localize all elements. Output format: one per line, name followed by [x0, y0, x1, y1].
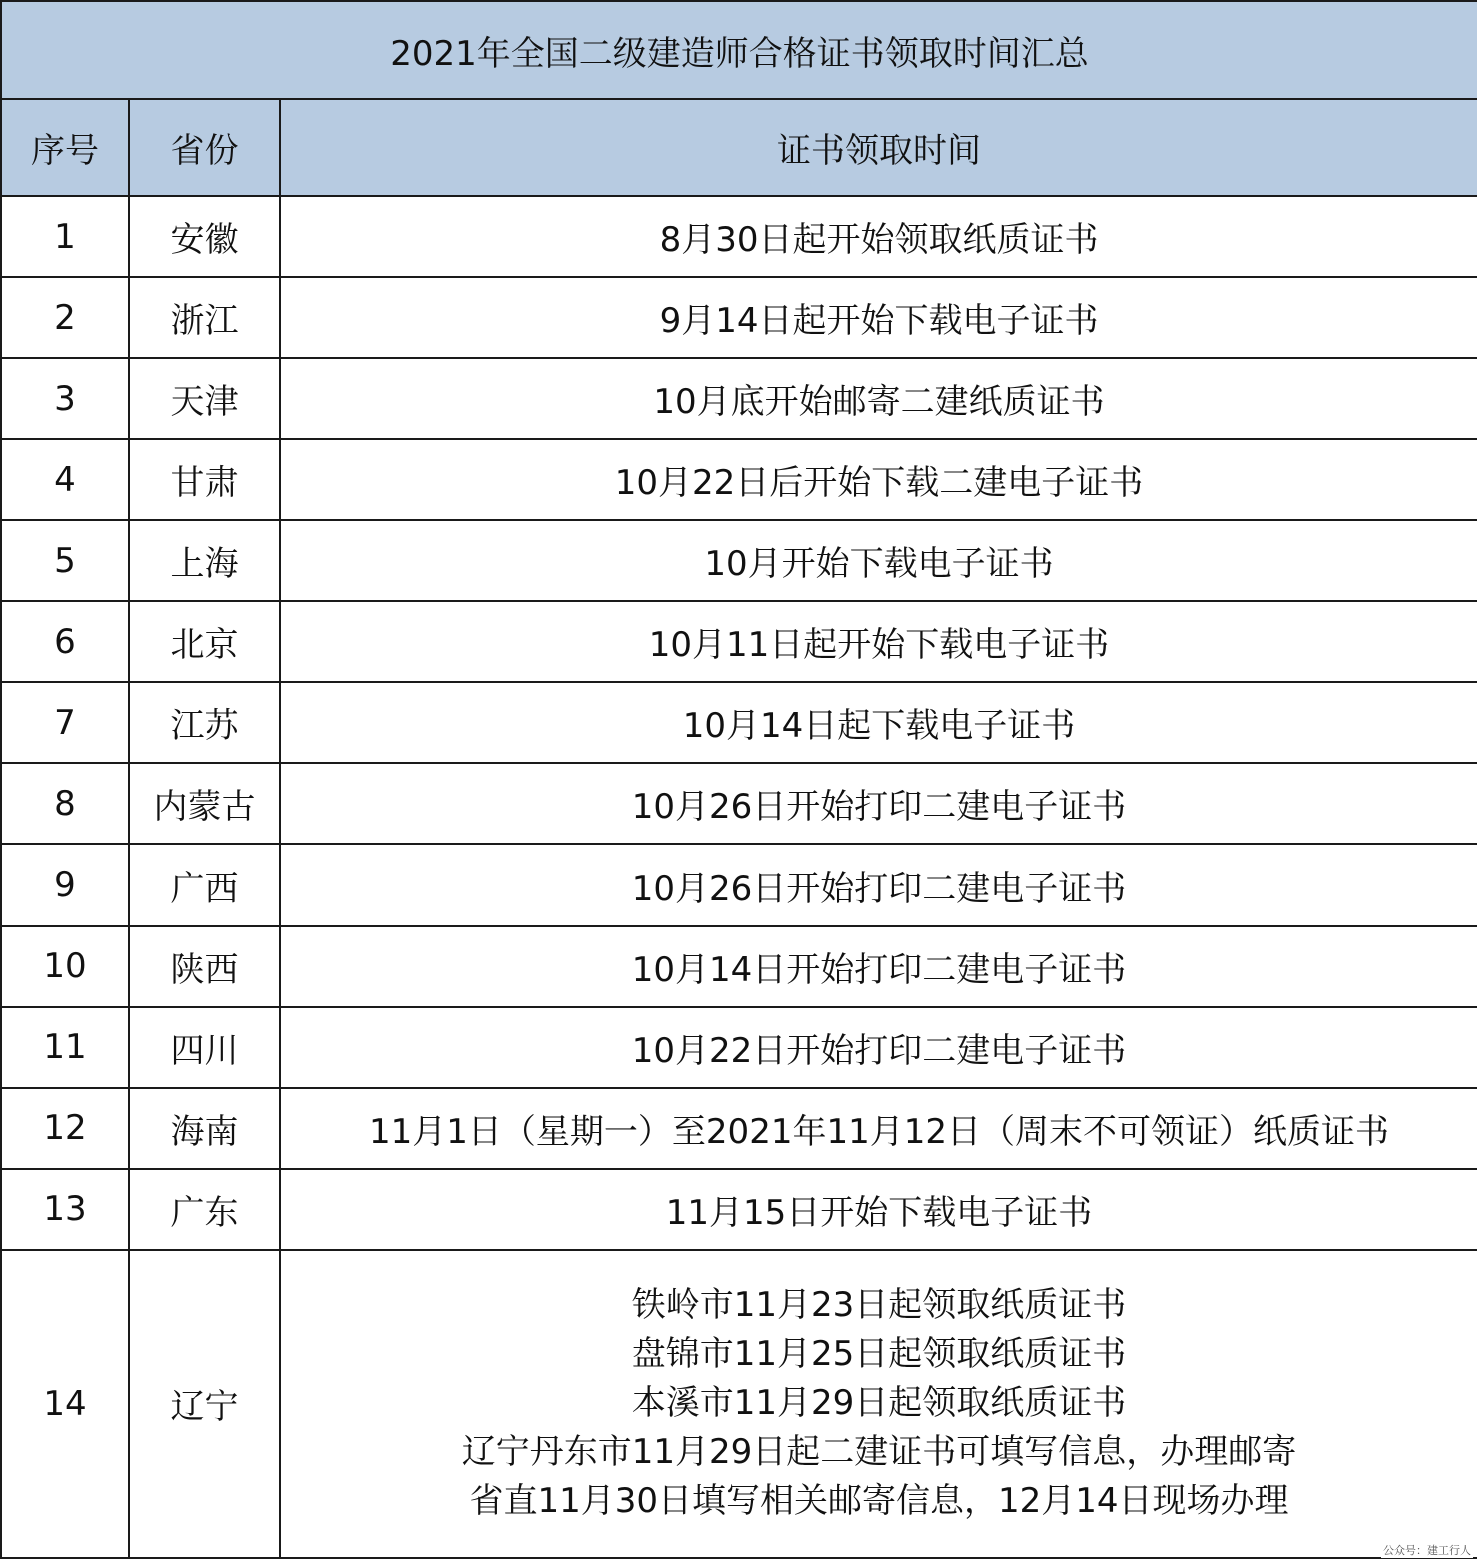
row-province: 陕西	[129, 926, 280, 1007]
header-province: 省份	[129, 99, 280, 196]
row-time-multiline	[280, 1250, 1477, 1558]
row-index: 3	[1, 358, 129, 439]
row-index: 14	[1, 1250, 129, 1558]
row-province: 广东	[129, 1169, 280, 1250]
row-index: 4	[1, 439, 129, 520]
table-row	[1, 1088, 1477, 1169]
row-index: 6	[1, 601, 129, 682]
row-time-line: 本溪市11月29日起领取纸质证书	[631, 1383, 1127, 1424]
row-time-line: 盘锦市11月25日起领取纸质证书	[631, 1334, 1127, 1375]
row-province: 江苏	[129, 682, 280, 763]
row-time: 10月开始下载电子证书	[280, 520, 1477, 601]
row-index: 2	[1, 277, 129, 358]
table-row	[1, 358, 1477, 439]
table-title: 2021年全国二级建造师合格证书领取时间汇总	[1, 1, 1477, 99]
row-province: 北京	[129, 601, 280, 682]
row-time: 9月14日起开始下载电子证书	[280, 277, 1477, 358]
table-row	[1, 1169, 1477, 1250]
row-province: 辽宁	[129, 1250, 280, 1558]
row-time: 10月14日开始打印二建电子证书	[280, 926, 1477, 1007]
row-index: 1	[1, 196, 129, 277]
row-time: 10月底开始邮寄二建纸质证书	[280, 358, 1477, 439]
row-province: 安徽	[129, 196, 280, 277]
row-time: 10月26日开始打印二建电子证书	[280, 844, 1477, 925]
header-time: 证书领取时间	[280, 99, 1477, 196]
row-province: 内蒙古	[129, 763, 280, 844]
row-province: 甘肃	[129, 439, 280, 520]
row-index: 12	[1, 1088, 129, 1169]
table-row	[1, 1007, 1477, 1088]
row-province: 上海	[129, 520, 280, 601]
row-index: 9	[1, 844, 129, 925]
row-time: 10月26日开始打印二建电子证书	[280, 763, 1477, 844]
row-province: 四川	[129, 1007, 280, 1088]
row-province: 浙江	[129, 277, 280, 358]
row-province: 广西	[129, 844, 280, 925]
row-time: 11月15日开始下载电子证书	[280, 1169, 1477, 1250]
row-time: 11月1日（星期一）至2021年11月12日（周末不可领证）纸质证书	[280, 1088, 1477, 1169]
table-row	[1, 439, 1477, 520]
table-row	[1, 682, 1477, 763]
row-time-line: 辽宁丹东市11月29日起二建证书可填写信息，办理邮寄	[461, 1432, 1297, 1473]
row-index: 13	[1, 1169, 129, 1250]
table-row	[1, 196, 1477, 277]
row-time: 8月30日起开始领取纸质证书	[280, 196, 1477, 277]
row-time-line: 铁岭市11月23日起领取纸质证书	[631, 1285, 1127, 1326]
row-index: 10	[1, 926, 129, 1007]
row-time: 10月11日起开始下载电子证书	[280, 601, 1477, 682]
row-index: 5	[1, 520, 129, 601]
row-time-line: 省直11月30日填写相关邮寄信息，12月14日现场办理	[469, 1481, 1289, 1522]
row-index: 7	[1, 682, 129, 763]
row-time: 10月22日开始打印二建电子证书	[280, 1007, 1477, 1088]
table-row	[1, 1250, 1477, 1558]
row-index: 11	[1, 1007, 129, 1088]
table-row	[1, 277, 1477, 358]
row-index: 8	[1, 763, 129, 844]
table-row	[1, 844, 1477, 925]
table-row	[1, 520, 1477, 601]
row-time: 10月14日起下载电子证书	[280, 682, 1477, 763]
header-index: 序号	[1, 99, 129, 196]
table-row	[1, 926, 1477, 1007]
row-province: 海南	[129, 1088, 280, 1169]
watermark: 公众号：建工行人	[1383, 1544, 1471, 1557]
row-province: 天津	[129, 358, 280, 439]
table-row	[1, 763, 1477, 844]
row-time: 10月22日后开始下载二建电子证书	[280, 439, 1477, 520]
table-row	[1, 601, 1477, 682]
